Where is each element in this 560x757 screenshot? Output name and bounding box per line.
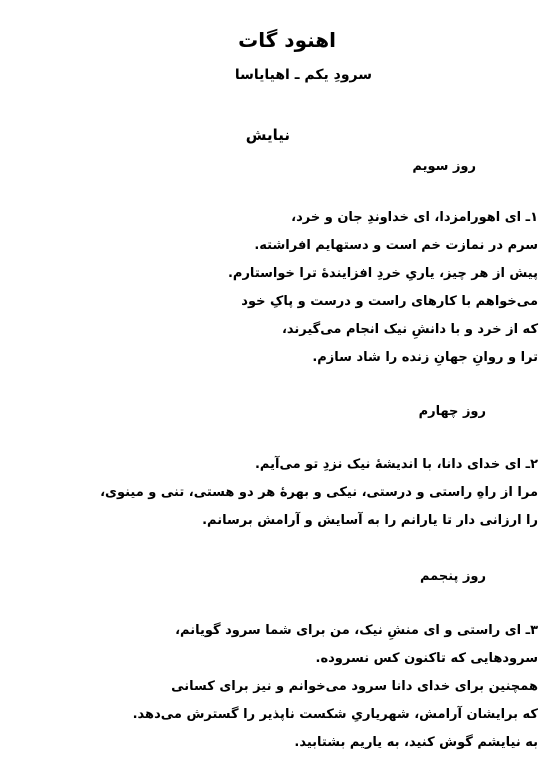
verse-line: که برایشان آرامش، شهریاریِ شکست ناپذیر را گسترش می‌دهد.	[132, 707, 538, 722]
verse-line: پیش از هر چیز، یاریِ خردِ افزایندهٔ ترا خواستارم.	[227, 266, 538, 281]
verse-line: می‌خواهم با کارهای راست و درست و پاکِ خود	[241, 294, 538, 309]
verse-line: ۳ـ ای راستی و ای منشِ نیک، من برای شما سرود گویانم،	[175, 623, 538, 638]
day-heading: روز پنجمم	[419, 569, 486, 584]
section-title: نیایش	[245, 126, 290, 144]
verse-line: را ارزانی دار تا یارانم را به آسایش و آرامش برسانم.	[202, 513, 538, 528]
verse-line: ۲ـ ای خدای دانا، با اندیشهٔ نیک نزدِ تو می‌آیم.	[254, 457, 538, 472]
verse-line: همچنین برای خدای دانا سرود می‌خوانم و نیز برای کسانی	[171, 679, 538, 694]
verse-line: به نیایشم گوش کنید، به یاریم بشتابید.	[294, 735, 538, 750]
verse-line: ترا و روانِ جهانِ زنده را شاد سازم.	[312, 350, 538, 365]
verse-line: سرم در نمازت خم است و دستهایم افراشته.	[254, 238, 538, 253]
verse-line: که از خرد و با دانشِ نیک انجام می‌گیرند،	[281, 322, 538, 337]
verse-line: ۱ـ ای اهورامزدا، ای خداوندِ جان و خرد،	[291, 210, 538, 225]
verse-line: سرودهایی که تاکنون کس نسروده.	[315, 651, 538, 666]
day-heading: روز چهارم	[418, 404, 486, 419]
document-subtitle: سرودِ یکم ـ اهیایاسا	[234, 67, 372, 83]
day-heading: روز سویم	[412, 159, 476, 174]
verse-line: مرا از راهِ راستی و درستی، نیکی و بهرهٔ هر دو هستی، تنی و مینوی،	[100, 485, 538, 500]
document-title: اهنود گات	[238, 28, 336, 52]
